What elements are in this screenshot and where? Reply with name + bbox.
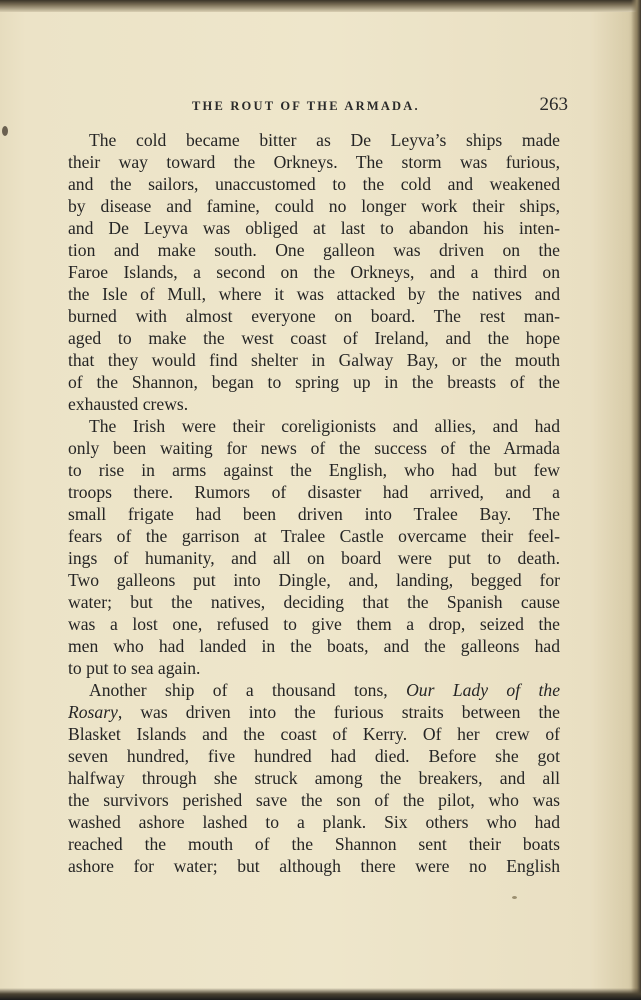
text-line: Blasket Islands and the coast of Kerry. Of her crew of bbox=[68, 724, 560, 744]
text-line: water; but the natives, deciding that the Spanish cause bbox=[68, 592, 560, 612]
running-header bbox=[60, 96, 568, 120]
text-line: men who had landed in the boats, and the galleons had bbox=[68, 636, 560, 656]
text-line: ings of humanity, and all on board were put to death. bbox=[68, 548, 560, 568]
text-line: ashore for water; but although there were no English bbox=[68, 856, 560, 876]
italic-text: Our Lady of the bbox=[406, 680, 560, 700]
text-line: The cold became bitter as De Leyva’s ships made bbox=[89, 130, 560, 150]
running-title: THE ROUT OF THE ARMADA. bbox=[192, 99, 420, 113]
text-line: their way toward the Orkneys. The storm was furious, bbox=[68, 152, 560, 172]
text-line: was a lost one, refused to give them a drop, seized the bbox=[68, 614, 560, 634]
text-line: to rise in arms against the English, who had but few bbox=[68, 460, 560, 480]
page-gutter-shadow bbox=[631, 0, 641, 1000]
page-number: 263 bbox=[539, 94, 568, 115]
text-line: aged to make the west coast of Ireland, and the hope bbox=[68, 328, 560, 348]
text-segment: , was driven into the furious straits between the bbox=[117, 702, 560, 722]
text-line: Faroe Islands, a second on the Orkneys, and a third on bbox=[68, 262, 560, 282]
ink-blot bbox=[2, 126, 8, 136]
text-line: burned with almost everyone on board. The rest man- bbox=[68, 306, 560, 326]
body-text bbox=[68, 129, 560, 877]
text-line: small frigate had been driven into Tralee Bay. The bbox=[68, 504, 560, 524]
text-line: halfway through she struck among the breakers, and all bbox=[68, 768, 560, 788]
text-line: tion and make south. One galleon was driven on the bbox=[68, 240, 560, 260]
text-line: exhausted crews. bbox=[68, 394, 189, 414]
text-line: reached the mouth of the Shannon sent their boats bbox=[68, 834, 560, 854]
text-line: and De Leyva was obliged at last to abandon his inten- bbox=[68, 218, 560, 238]
text-line: fears of the garrison at Tralee Castle overcame their feel- bbox=[68, 526, 560, 546]
text-line: troops there. Rumors of disaster had arrived, and a bbox=[68, 482, 560, 502]
text-line bbox=[68, 679, 560, 701]
text-line: washed ashore lashed to a plank. Six others who had bbox=[68, 812, 560, 832]
text-line: the Isle of Mull, where it was attacked by the natives and bbox=[68, 284, 560, 304]
text-line: seven hundred, five hundred had died. Before she got bbox=[68, 746, 560, 766]
text-line: the survivors perished save the son of the pilot, who was bbox=[68, 790, 560, 810]
italic-text: Rosary bbox=[68, 702, 118, 722]
text-line: by disease and famine, could no longer work their ships, bbox=[68, 196, 560, 216]
text-line bbox=[68, 701, 560, 723]
text-line: that they would find shelter in Galway Bay, or the mouth bbox=[68, 350, 560, 370]
page-bottom-edge bbox=[0, 988, 641, 1000]
text-line: only been waiting for news of the success of the Armada bbox=[68, 438, 560, 458]
text-line: and the sailors, unaccustomed to the cold and weakened bbox=[68, 174, 560, 194]
text-line: to put to sea again. bbox=[68, 658, 201, 678]
page-top-edge bbox=[0, 0, 641, 12]
text-line: The Irish were their coreligionists and allies, and had bbox=[89, 416, 560, 436]
paper-speck bbox=[512, 896, 517, 899]
text-segment: Another ship of a thousand tons, bbox=[89, 680, 407, 700]
text-line: Two galleons put into Dingle, and, landing, begged for bbox=[68, 570, 560, 590]
text-line: of the Shannon, began to spring up in the breasts of the bbox=[68, 372, 560, 392]
